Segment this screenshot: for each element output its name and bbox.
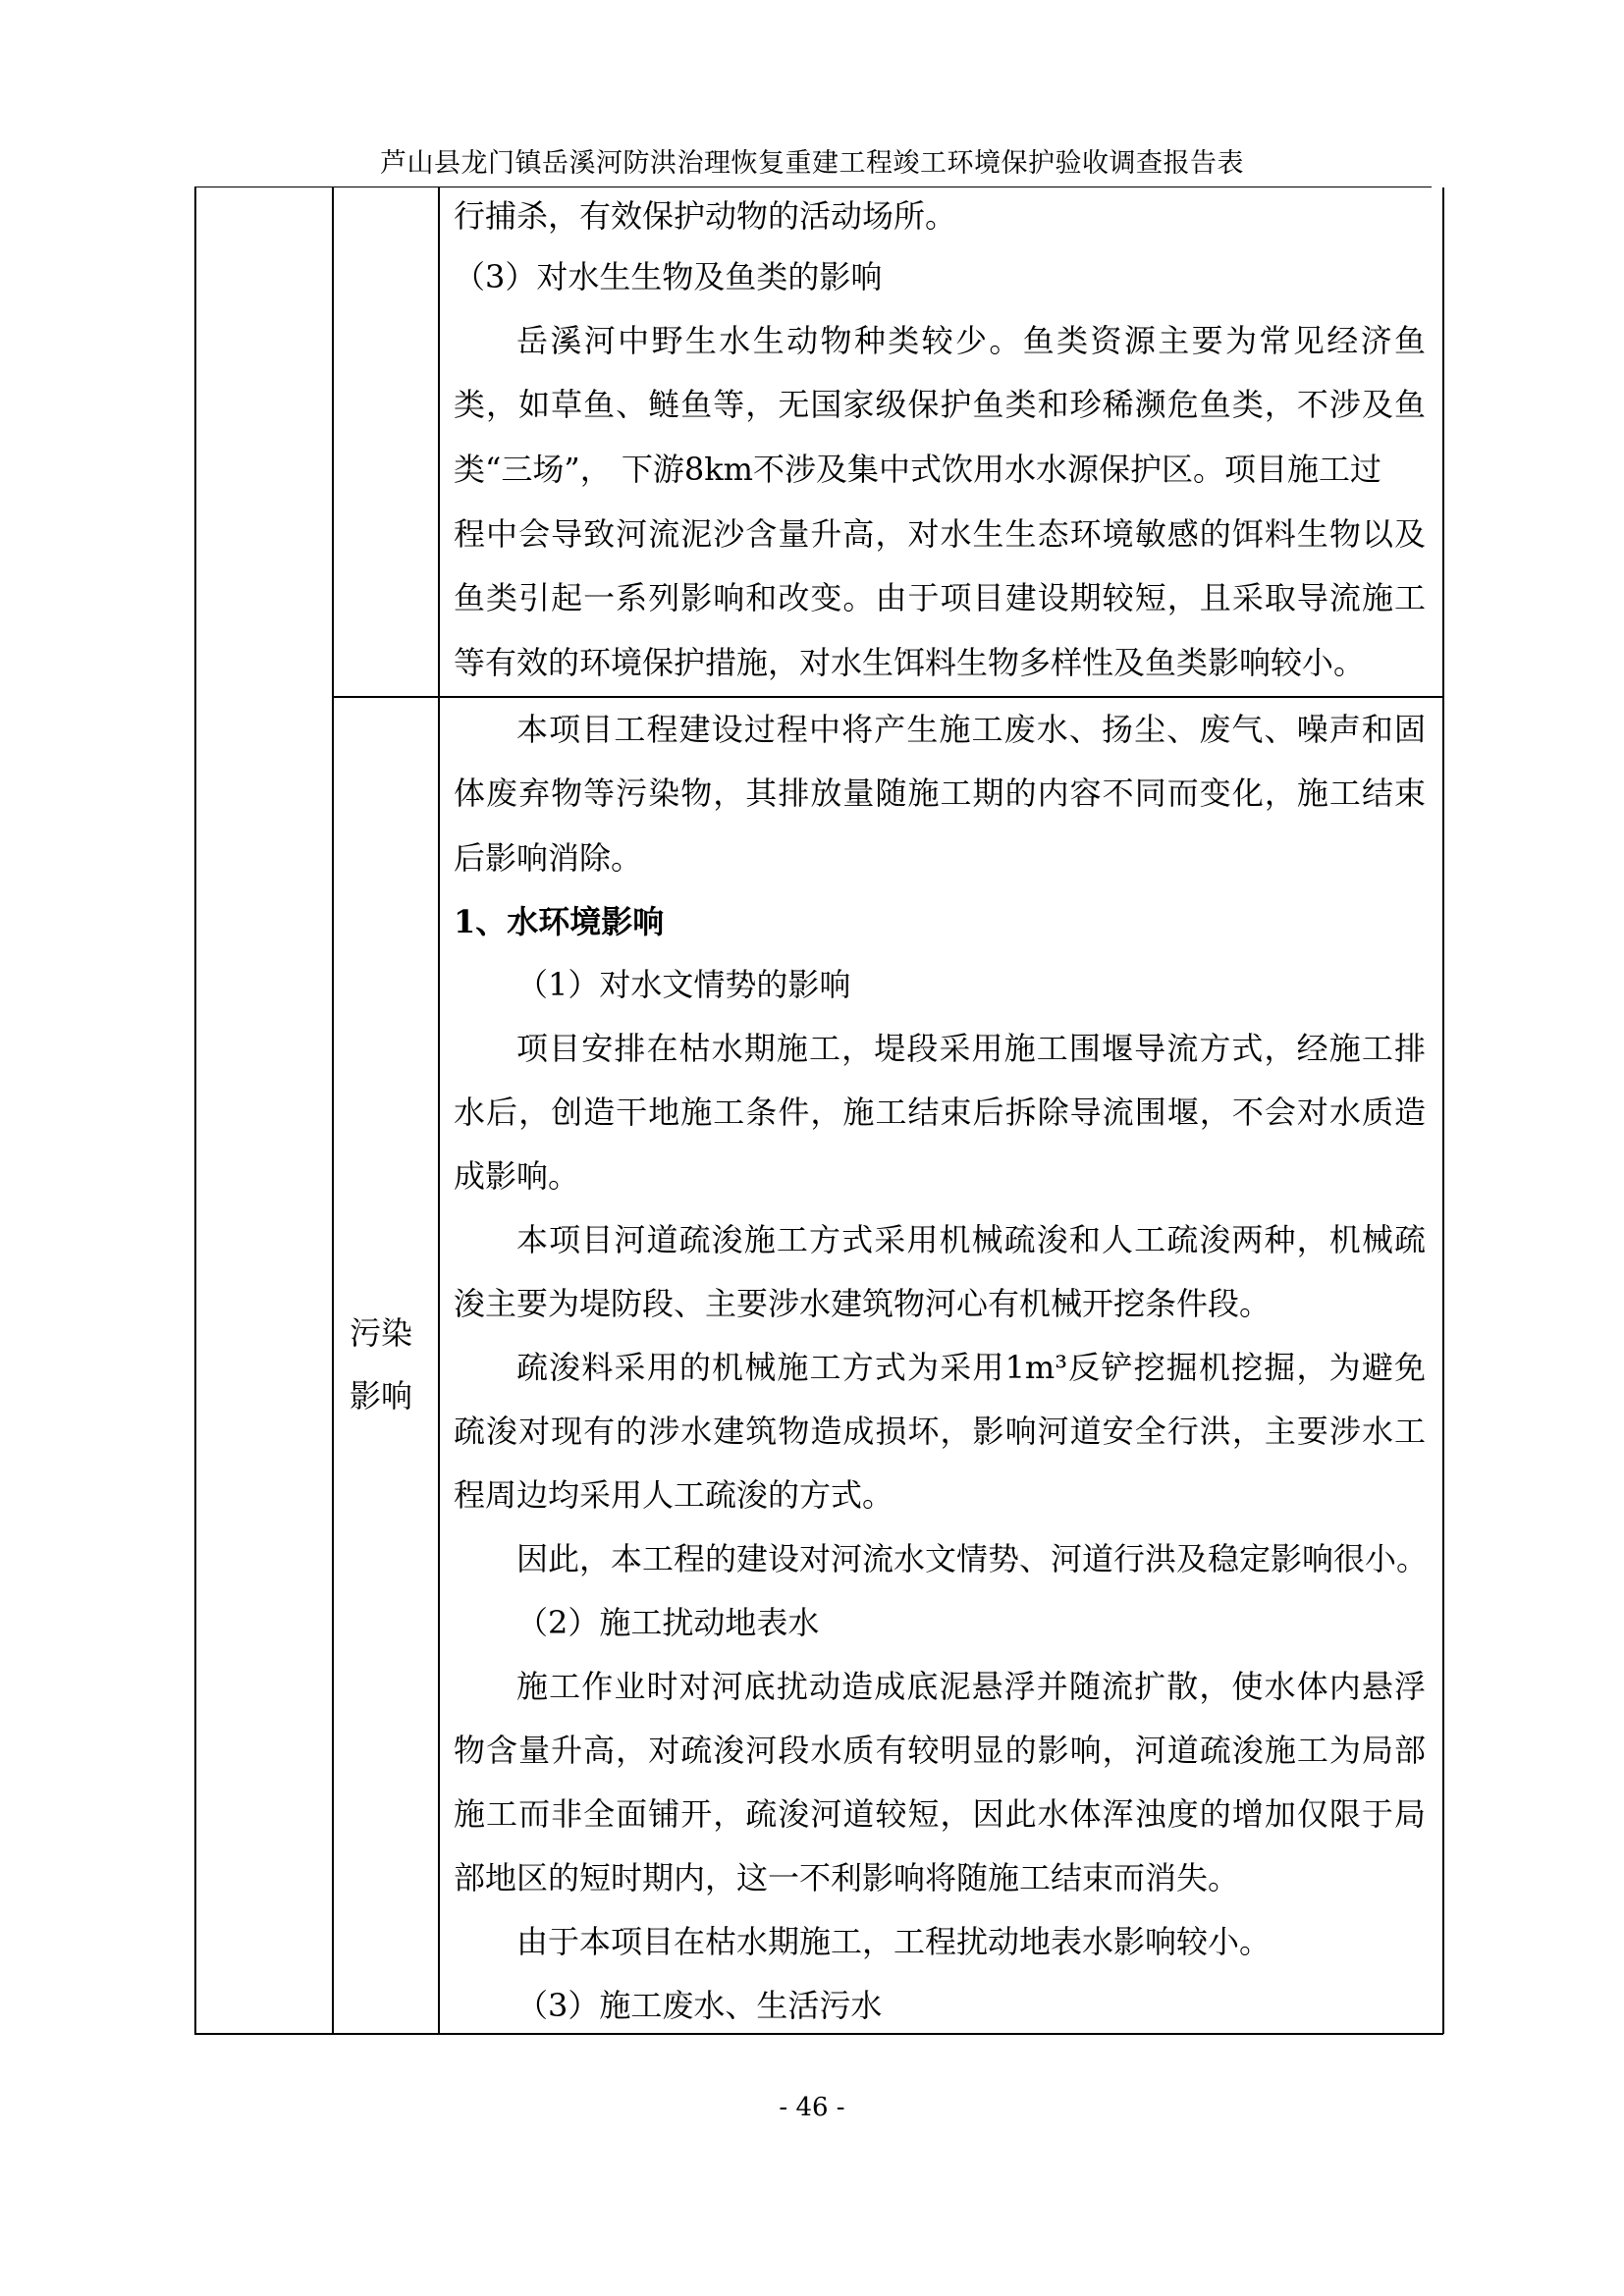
text-line: 项目安排在枯水期施工，堤段采用施工围堰导流方式，经施工排 <box>516 1030 1426 1067</box>
text-line: 施工而非全面铺开，疏浚河道较短，因此水体浑浊度的增加仅限于局 <box>454 1795 1426 1833</box>
text-line: 等有效的环境保护措施，对水生饵料生物多样性及鱼类影响较小。 <box>454 644 1366 681</box>
text-line: 体废弃物等污染物，其排放量随施工期的内容不同而变化，施工结束 <box>454 774 1426 812</box>
text-line: 类，如草鱼、鲢鱼等，无国家级保护鱼类和珍稀濒危鱼类，不涉及鱼 <box>454 386 1426 423</box>
text-line: 施工作业时对河底扰动造成底泥悬浮并随流扩散，使水体内悬浮 <box>516 1668 1426 1705</box>
text-line: 疏浚对现有的涉水建筑物造成损坏，影响河道安全行洪，主要涉水工 <box>454 1413 1426 1450</box>
text-line: 因此，本工程的建设对河流水文情势、河道行洪及稳定影响很小。 <box>516 1540 1429 1577</box>
text-line: 水后，创造干地施工条件，施工结束后拆除导流围堰，不会对水质造 <box>454 1094 1426 1131</box>
text-line: 疏浚料采用的机械施工方式为采用1m³反铲挖掘机挖掘，为避免 <box>516 1349 1426 1386</box>
text-line: 行捕杀，有效保护动物的活动场所。 <box>454 197 957 235</box>
text-line: 鱼类引起一系列影响和改变。由于项目建设期较短，且采取导流施工 <box>454 579 1426 616</box>
text-line: 本项目工程建设过程中将产生施工废水、扬尘、废气、噪声和固 <box>516 711 1426 748</box>
subheading: （1）对水文情势的影响 <box>516 966 851 1003</box>
text-line: 本项目河道疏浚施工方式采用机械疏浚和人工疏浚两种，机械疏 <box>516 1221 1426 1258</box>
text-line: 类“三场”， 下游8km不涉及集中式饮用水水源保护区。项目施工过 <box>454 451 1381 488</box>
text-line: 浚主要为堤防段、主要涉水建筑物河心有机械开挖条件段。 <box>454 1285 1272 1322</box>
text-line: 后影响消除。 <box>454 839 643 877</box>
text-line: 成影响。 <box>454 1157 580 1195</box>
text-line: 程中会导致河流泥沙含量升高，对水生生态环境敏感的饵料生物以及 <box>454 515 1426 553</box>
table-left-border <box>194 187 196 2034</box>
row-label <box>344 1302 418 1427</box>
table-col-divider-2 <box>438 187 440 2034</box>
table-col-divider-1 <box>332 187 334 2034</box>
section-heading: 1、水环境影响 <box>454 903 665 940</box>
page-header: 芦山县龙门镇岳溪河防洪治理恢复重建工程竣工环境保护验收调查报告表 <box>380 148 1244 179</box>
row-label-line: 影响 <box>349 1377 412 1415</box>
table-right-border <box>1442 187 1444 2034</box>
text-line: 物含量升高，对疏浚河段水质有较明显的影响，河道疏浚施工为局部 <box>454 1732 1426 1769</box>
text-line: 程周边均采用人工疏浚的方式。 <box>454 1476 894 1514</box>
text-line: 由于本项目在枯水期施工，工程扰动地表水影响较小。 <box>516 1923 1272 1960</box>
page-number: - 46 - <box>779 2093 845 2122</box>
text-line: 部地区的短时期内，这一不利影响将随施工结束而消失。 <box>454 1859 1240 1896</box>
subheading: （3）施工废水、生活污水 <box>516 1987 883 2024</box>
subheading: （2）施工扰动地表水 <box>516 1604 820 1641</box>
text-line: 岳溪河中野生水生动物种类较少。鱼类资源主要为常见经济鱼 <box>516 322 1426 359</box>
subheading: （3）对水生生物及鱼类的影响 <box>454 258 883 295</box>
row-label-line: 污染 <box>349 1314 412 1352</box>
